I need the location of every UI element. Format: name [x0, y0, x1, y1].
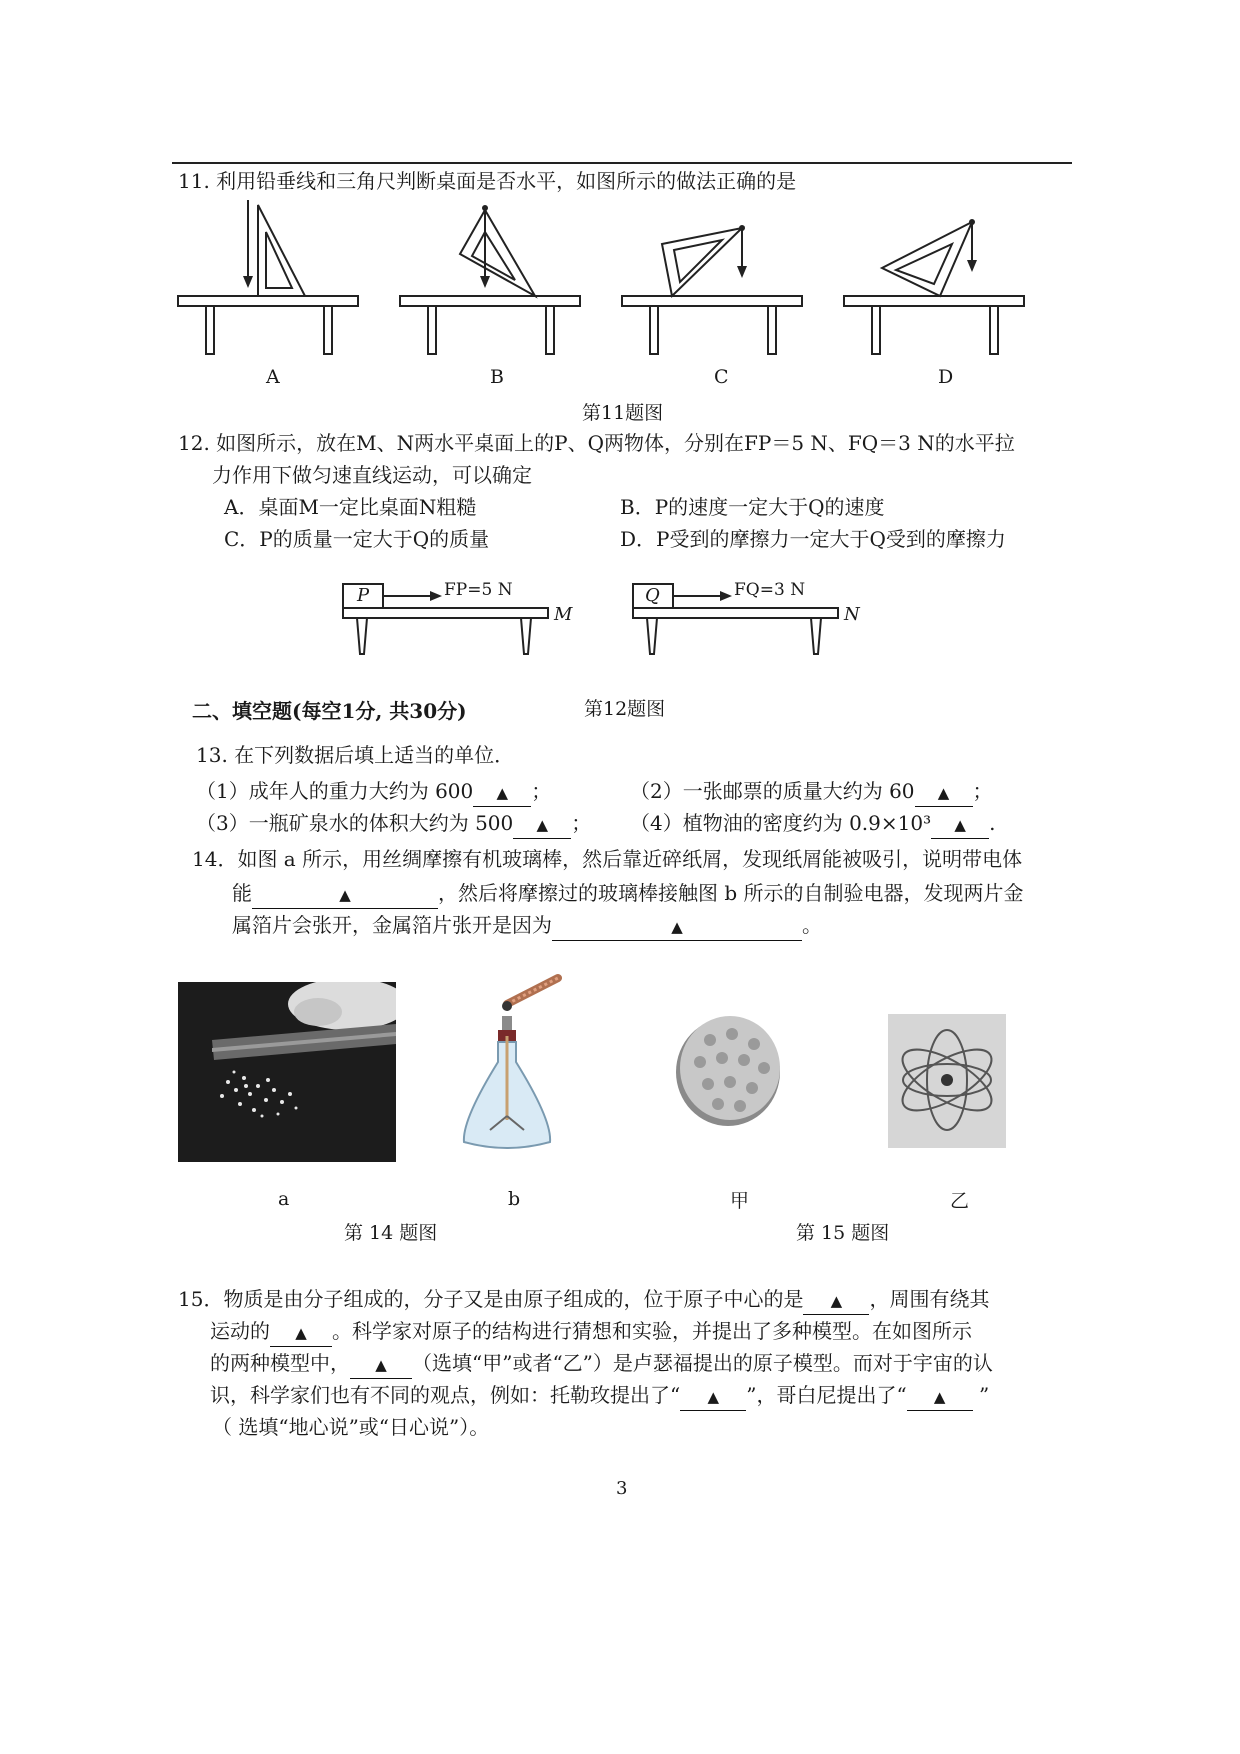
- q13-intro: 13. 在下列数据后填上适当的单位．: [196, 743, 515, 767]
- answer-blank[interactable]: ▲: [339, 886, 351, 904]
- q14-electroscope-b: [450, 970, 570, 1160]
- answer-blank[interactable]: ▲: [954, 816, 966, 834]
- answer-blank[interactable]: ▲: [295, 1324, 307, 1342]
- q15-line5: （ 选填“地心说”或“日心说”）。: [212, 1415, 490, 1439]
- q14-line3: 属箔片会张开，金属箔片张开是因为 ▲ 。: [232, 912, 822, 941]
- q12-figure: [0, 0, 1240, 700]
- q11-label-d: D: [938, 366, 954, 388]
- q15-caption: 第 15 题图: [796, 1222, 890, 1244]
- answer-blank[interactable]: ▲: [830, 1292, 843, 1310]
- answer-blank[interactable]: ▲: [496, 784, 509, 802]
- q11-caption: 第11题图: [582, 402, 664, 424]
- answer-blank[interactable]: ▲: [933, 1388, 946, 1406]
- q12-option-a: A．桌面M一定比桌面N粗糙: [224, 495, 477, 519]
- q11-label-b: B: [490, 366, 504, 388]
- answer-blank[interactable]: ▲: [671, 918, 683, 936]
- q13-item-2: （2）一张邮票的质量大约为 60 ▲ ；: [630, 778, 993, 807]
- answer-blank[interactable]: ▲: [536, 816, 549, 834]
- q13-item-1: （1）成年人的重力大约为 600 ▲ ；: [196, 778, 551, 807]
- q15-line4: 识，科学家们也有不同的观点，例如：托勒玫提出了“ ▲ ”，哥白尼提出了“ ▲ ”: [210, 1382, 989, 1411]
- answer-blank[interactable]: ▲: [707, 1388, 719, 1406]
- q12-line1: 12. 如图所示，放在M、N两水平桌面上的P、Q两物体，分别在FP＝5 N、FQ＝3 N的水平拉: [178, 431, 1015, 455]
- q14-label-b: b: [508, 1188, 521, 1210]
- q15-model-jia: [670, 1010, 790, 1130]
- q15-label-jia: 甲: [730, 1190, 750, 1212]
- q15-line2: 运动的 ▲ 。科学家对原子的结构进行猜想和实验，并提出了多种模型。在如图所示: [210, 1318, 972, 1347]
- q12-p-force: FP=5 N: [444, 580, 513, 600]
- section-2-heading: 二、填空题(每空1分, 共30分): [192, 699, 467, 723]
- q14-label-a: a: [278, 1188, 290, 1210]
- q12-p-label: P: [357, 585, 370, 606]
- page-number: 3: [616, 1478, 628, 1499]
- q13-item-3: （3）一瓶矿泉水的体积大约为 500 ▲ ；: [196, 810, 591, 839]
- q14-line2: 能 ▲ ，然后将摩擦过的玻璃棒接触图 b 所示的自制验电器，发现两片金: [232, 880, 1024, 909]
- q12-line2: 力作用下做匀速直线运动，可以确定: [212, 463, 532, 487]
- q12-option-b: B．P的速度一定大于Q的速度: [620, 495, 885, 519]
- q11-stem: 11. 利用铅垂线和三角尺判断桌面是否水平，如图所示的做法正确的是: [178, 169, 797, 193]
- q11-label-a: A: [266, 366, 280, 388]
- q12-m-label: M: [554, 604, 573, 625]
- q15-model-yi: [888, 1014, 1008, 1154]
- q15-line1: 15．物质是由分子组成的，分子又是由原子组成的，位于原子中心的是 ▲ ，周围有绕其: [178, 1286, 989, 1315]
- answer-blank[interactable]: ▲: [937, 784, 950, 802]
- q12-option-c: C．P的质量一定大于Q的质量: [224, 527, 490, 551]
- q11-label-c: C: [714, 366, 729, 388]
- q12-q-force: FQ=3 N: [734, 580, 806, 600]
- q12-caption: 第12题图: [584, 698, 666, 720]
- answer-blank[interactable]: ▲: [375, 1356, 387, 1374]
- q15-line3: 的两种模型中， ▲ （选填“甲”或者“乙”）是卢瑟福提出的原子模型。而对于宇宙的认: [210, 1350, 993, 1379]
- q15-label-yi: 乙: [950, 1190, 970, 1212]
- q14-photo-a: [178, 982, 396, 1162]
- q12-n-label: N: [844, 604, 860, 625]
- q12-q-label: Q: [645, 585, 660, 606]
- q14-line1: 14．如图 a 所示，用丝绸摩擦有机玻璃棒，然后靠近碎纸屑，发现纸屑能被吸引，说明带电体: [192, 847, 1023, 871]
- q14-caption: 第 14 题图: [344, 1222, 438, 1244]
- q12-option-d: D．P受到的摩擦力一定大于Q受到的摩擦力: [620, 527, 1006, 551]
- q13-item-4: （4）植物油的密度约为 0.9×10³ ▲ .: [630, 810, 995, 839]
